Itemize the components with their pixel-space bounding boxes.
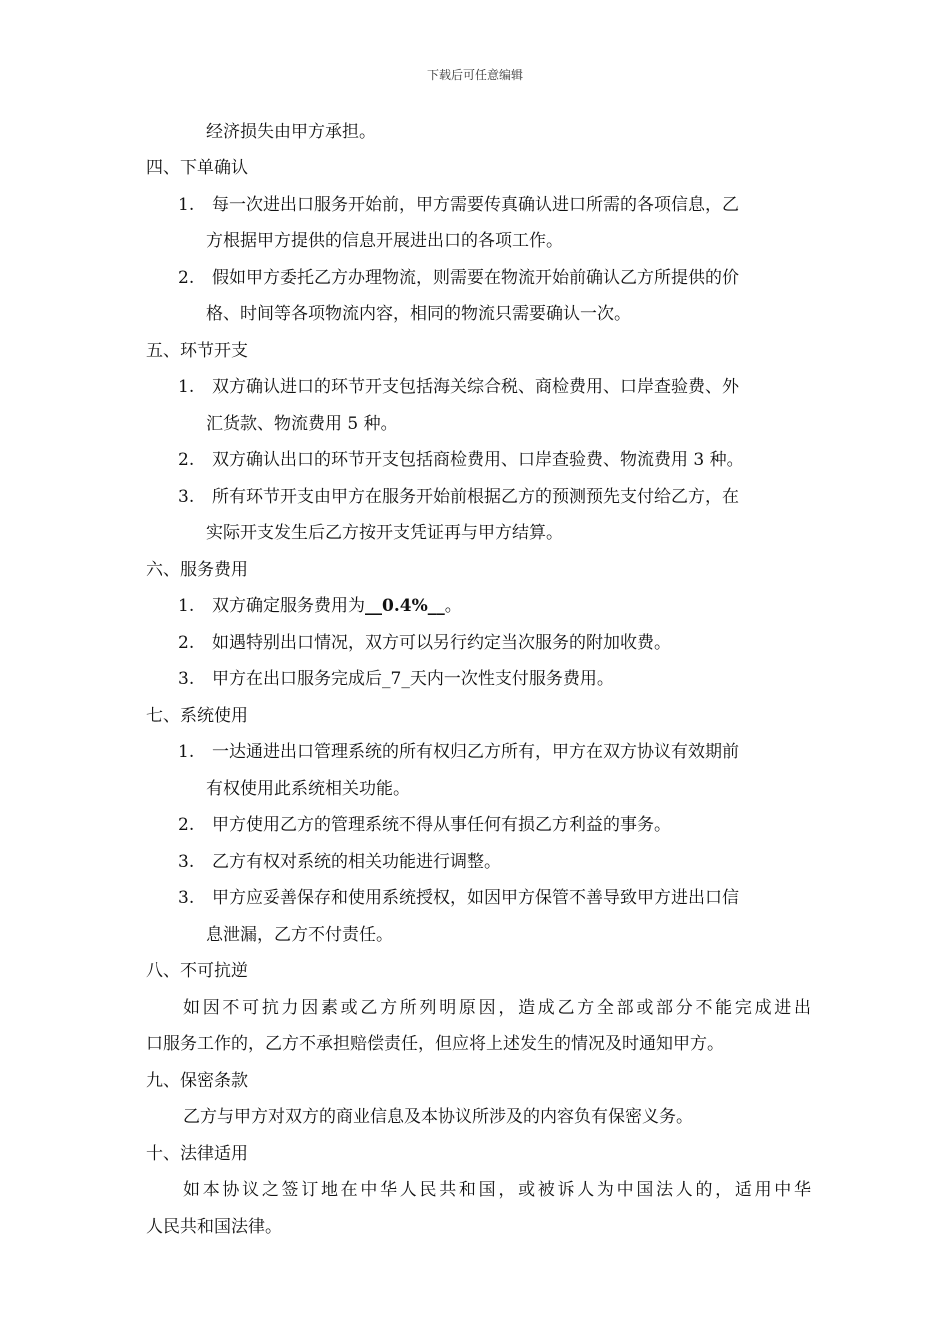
line-text: 甲方在出口服务完成后_7_天内一次性支付服务费用。 [212,669,614,689]
line-text: 汇货款、物流费用 5 种。 [206,414,398,434]
text-line [178,886,739,910]
line-text: 每一次进出口服务开始前，甲方需要传真确认进口所需的各项信息，乙 [212,195,739,215]
line-text: 乙方与甲方对双方的商业信息及本协议所涉及的内容负有保密义务。 [183,1107,693,1127]
section-heading [146,959,248,983]
section-heading [146,1142,248,1166]
item-number: 3. [178,669,195,689]
line-text: 双方确定服务费用为 [212,596,365,616]
text-line [183,1105,693,1129]
item-number: 2. [178,268,195,288]
line-text-end: 。 [444,596,462,616]
line-text: 十、法律适用 [146,1144,248,1164]
page-header: 下载后可任意编辑 [426,68,523,82]
text-line [178,667,614,691]
line-text: 如遇特别出口情况，双方可以另行约定当次服务的附加收费。 [212,633,671,653]
text-line [178,813,671,837]
line-text: 五、环节开支 [146,341,248,361]
line-text: 人民共和国法律。 [146,1217,282,1237]
text-line [178,448,744,472]
section-heading [146,156,248,180]
item-number: 2. [178,815,195,835]
text-line [206,302,631,326]
text-line [178,193,739,217]
line-text: 一达通进出口管理系统的所有权归乙方所有，甲方在双方协议有效期前 [212,742,739,762]
line-text: 六、服务费用 [146,560,248,580]
line-text: 如因不可抗力因素或乙方所列明原因，造成乙方全部或部分不能完成进出 [183,998,811,1018]
line-text: 双方确认进口的环节开支包括海关综合税、商检费用、口岸查验费、外 [212,377,739,397]
line-text: 八、不可抗逆 [146,961,248,981]
text-line [178,850,501,874]
text-line [206,229,563,253]
section-heading [146,1069,248,1093]
section-heading [146,339,248,363]
fee-value: __0.4%__ [365,596,445,616]
item-number: 1. [178,377,195,397]
item-number: 1. [178,596,195,616]
text-line [206,777,410,801]
item-number: 1. [178,742,195,762]
text-line [178,266,739,290]
line-text: 甲方应妥善保存和使用系统授权，如因甲方保管不善导致甲方进出口信 [212,888,739,908]
text-line [146,1215,282,1239]
item-number: 3. [178,888,195,908]
line-text: 经济损失由甲方承担。 [206,122,376,142]
item-number: 2. [178,450,195,470]
line-text: 乙方有权对系统的相关功能进行调整。 [212,852,501,872]
line-text: 有权使用此系统相关功能。 [206,779,410,799]
text-line [178,594,462,618]
text-line [183,996,811,1020]
text-line [178,740,739,764]
section-heading [146,704,248,728]
section-heading [146,558,248,582]
line-text: 如本协议之签订地在中华人民共和国，或被诉人为中国法人的，适用中华 [183,1180,811,1200]
line-text: 方根据甲方提供的信息开展进出口的各项工作。 [206,231,563,251]
line-text: 息泄漏，乙方不付责任。 [206,925,393,945]
line-text: 口服务工作的，乙方不承担赔偿责任，但应将上述发生的情况及时通知甲方。 [146,1034,724,1054]
item-number: 3. [178,487,195,507]
text-line [146,1032,724,1056]
text-line [206,923,393,947]
text-line [178,631,671,655]
line-text: 甲方使用乙方的管理系统不得从事任何有损乙方利益的事务。 [212,815,671,835]
line-text: 双方确认出口的环节开支包括商检费用、口岸查验费、物流费用 3 种。 [212,450,744,470]
line-text: 假如甲方委托乙方办理物流，则需要在物流开始前确认乙方所提供的价 [212,268,739,288]
text-line [206,521,563,545]
text-line [183,1178,811,1202]
item-number: 3. [178,852,195,872]
item-number: 2. [178,633,195,653]
text-line [206,120,376,144]
line-text: 格、时间等各项物流内容，相同的物流只需要确认一次。 [206,304,631,324]
text-line [178,485,739,509]
line-text: 九、保密条款 [146,1071,248,1091]
line-text: 所有环节开支由甲方在服务开始前根据乙方的预测预先支付给乙方，在 [212,487,739,507]
text-line [206,412,398,436]
item-number: 1. [178,195,195,215]
line-text: 四、下单确认 [146,158,248,178]
text-line [178,375,739,399]
line-text: 实际开支发生后乙方按开支凭证再与甲方结算。 [206,523,563,543]
line-text: 七、系统使用 [146,706,248,726]
